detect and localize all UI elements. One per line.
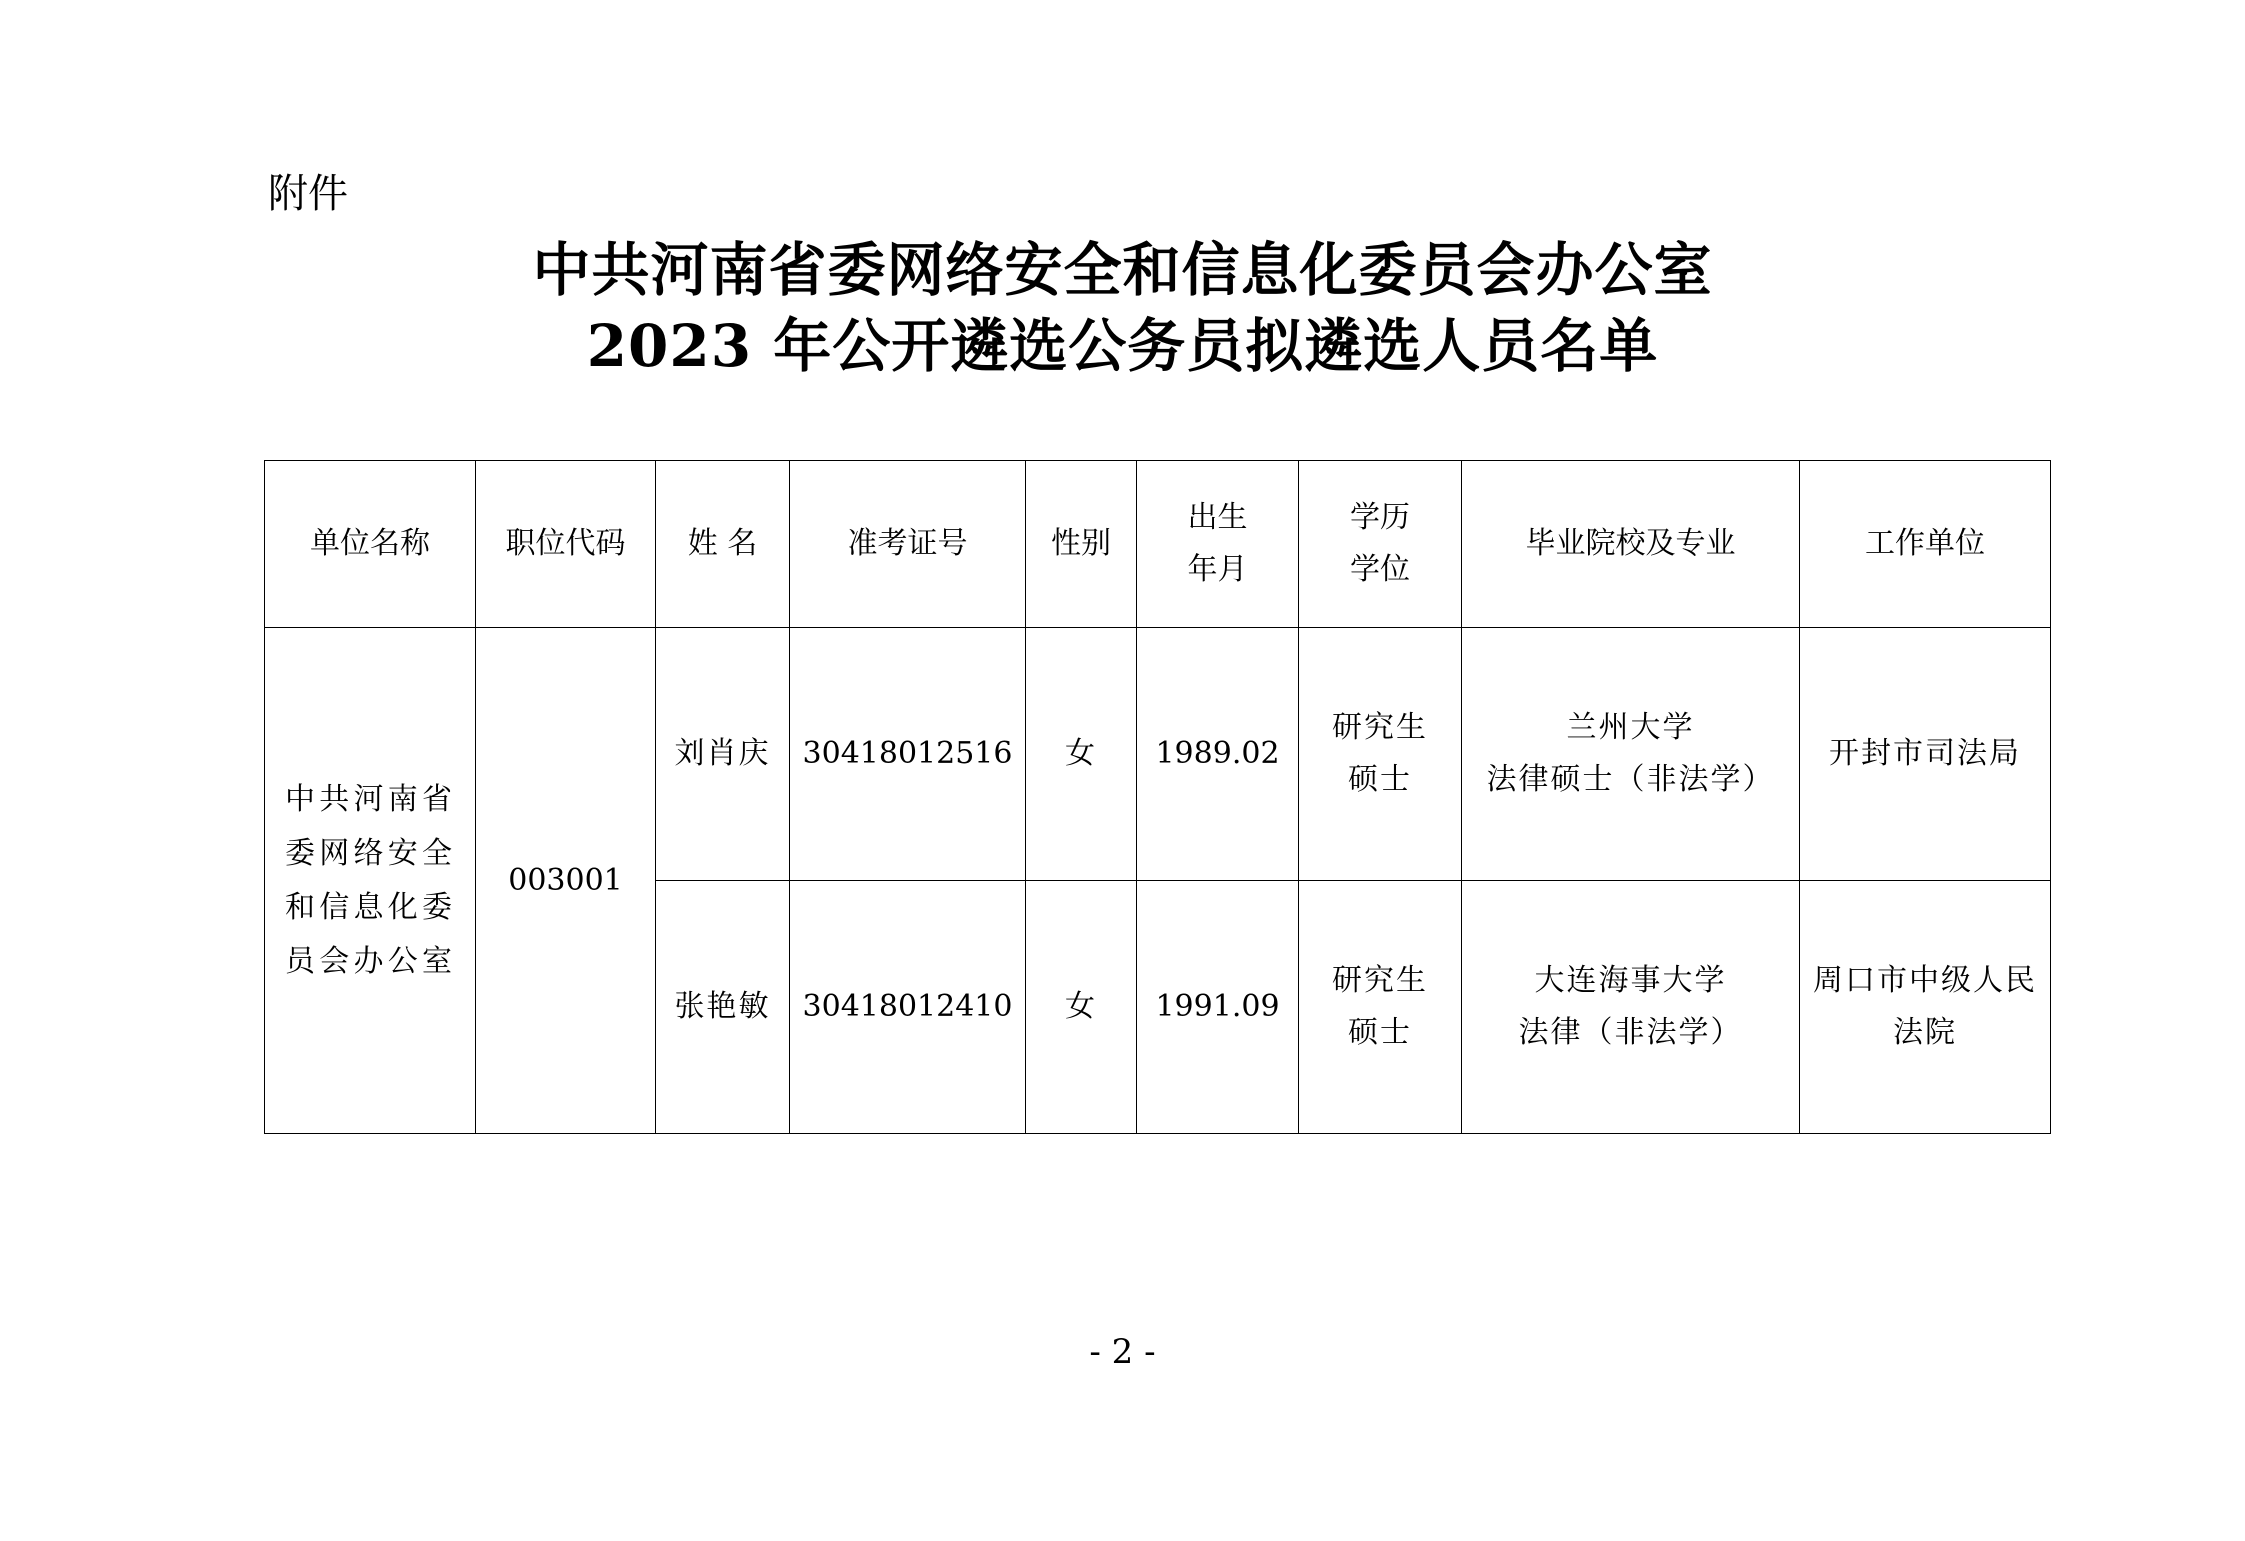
candidate-birth: 1991.09 bbox=[1137, 881, 1299, 1134]
header-birth-line-2: 年月 bbox=[1187, 552, 1248, 587]
header-gender: 性别 bbox=[1026, 461, 1137, 628]
candidate-gender: 女 bbox=[1026, 628, 1137, 881]
candidate-workplace bbox=[1800, 881, 2051, 1134]
table-header-row bbox=[265, 461, 2051, 628]
candidate-gender: 女 bbox=[1026, 881, 1137, 1134]
candidate-name: 张艳敏 bbox=[656, 881, 790, 1134]
document-title bbox=[0, 232, 2245, 384]
candidate-workplace-line-2: 法院 bbox=[1893, 1015, 1957, 1050]
header-degree-line-2: 学位 bbox=[1350, 552, 1410, 587]
title-line-2: 2023 年公开遴选公务员拟遴选人员名单 bbox=[586, 312, 1659, 380]
candidate-workplace-line-1: 开封市司法局 bbox=[1829, 736, 2021, 771]
table-row bbox=[265, 628, 2051, 881]
header-position-code: 职位代码 bbox=[476, 461, 656, 628]
candidate-workplace bbox=[1800, 628, 2051, 881]
position-code-cell: 003001 bbox=[476, 628, 656, 1134]
candidate-major: 法律（非法学） bbox=[1518, 1015, 1743, 1050]
header-birth-line-1: 出生 bbox=[1187, 500, 1248, 535]
candidate-degree-line-2: 硕士 bbox=[1348, 1015, 1412, 1050]
header-degree bbox=[1299, 461, 1462, 628]
title-line-1: 中共河南省委网络安全和信息化委员会办公室 bbox=[532, 236, 1713, 304]
candidate-school-major bbox=[1462, 881, 1800, 1134]
header-name: 姓 名 bbox=[656, 461, 790, 628]
header-birth bbox=[1137, 461, 1299, 628]
candidate-school-major bbox=[1462, 628, 1800, 881]
candidate-workplace-line-1: 周口市中级人民 bbox=[1813, 963, 2037, 998]
header-degree-line-1: 学历 bbox=[1350, 500, 1410, 535]
candidate-table bbox=[264, 460, 2051, 1134]
header-unit: 单位名称 bbox=[265, 461, 476, 628]
candidate-degree bbox=[1299, 628, 1462, 881]
candidate-degree-line-1: 研究生 bbox=[1332, 963, 1428, 998]
candidate-school: 兰州大学 bbox=[1566, 710, 1695, 745]
candidate-name: 刘肖庆 bbox=[656, 628, 790, 881]
page-number: - 2 - bbox=[1089, 1332, 1156, 1372]
candidate-school: 大连海事大学 bbox=[1534, 963, 1727, 998]
attachment-label: 附件 bbox=[268, 171, 348, 217]
candidate-major: 法律硕士（非法学） bbox=[1486, 762, 1775, 797]
unit-cell bbox=[265, 628, 476, 1134]
header-workplace: 工作单位 bbox=[1800, 461, 2051, 628]
candidate-degree-line-2: 硕士 bbox=[1348, 762, 1412, 797]
candidate-birth: 1989.02 bbox=[1137, 628, 1299, 881]
header-school-major: 毕业院校及专业 bbox=[1462, 461, 1800, 628]
unit-name: 中共河南省委网络安全和信息化委员会办公室 bbox=[285, 781, 455, 979]
candidate-degree bbox=[1299, 881, 1462, 1134]
header-exam-id: 准考证号 bbox=[790, 461, 1026, 628]
candidate-exam-id: 30418012516 bbox=[790, 628, 1026, 881]
candidate-exam-id: 30418012410 bbox=[790, 881, 1026, 1134]
candidate-degree-line-1: 研究生 bbox=[1332, 710, 1428, 745]
